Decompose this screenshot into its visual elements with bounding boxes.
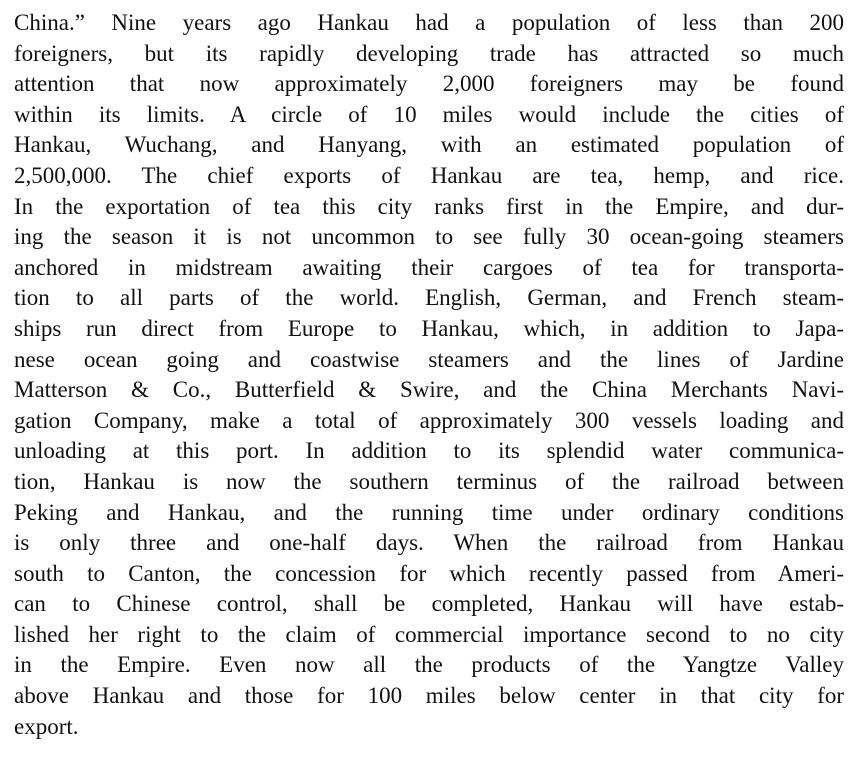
text-line: ing the season it is not uncommon to see fully 30 ocean-going steamers (14, 224, 844, 250)
text-line: is only three and one-half days. When the railroad from Hankau (14, 530, 844, 556)
text-line: gation Company, make a total of approximately 300 vessels loading and (14, 407, 844, 433)
text-line: unloading at this port. In addition to its splendid water communica- (14, 438, 844, 464)
text-line: China.” Nine years ago Hankau had a population of less than 200 (14, 10, 844, 35)
text-line: nese ocean going and coastwise steamers and the lines of Jardine (14, 346, 844, 372)
text-line: within its limits. A circle of 10 miles would include the cities of (14, 101, 844, 127)
text-line: above Hankau and those for 100 miles below center in that city for (14, 683, 844, 709)
text-line: anchored in midstream awaiting their cargoes of tea for transporta- (14, 254, 844, 280)
text-line: foreigners, but its rapidly developing trade has attracted so much (14, 40, 844, 66)
text-line: export. (14, 713, 79, 739)
text-line: tion to all parts of the world. English, German, and French steam- (14, 285, 844, 311)
text-line: ships run direct from Europe to Hankau, which, in addition to Japa- (14, 315, 844, 341)
text-line: attention that now approximately 2,000 foreigners may be found (14, 71, 844, 97)
text-line: in the Empire. Even now all the products of the Yangtze Valley (14, 652, 844, 678)
text-line: Hankau, Wuchang, and Hanyang, with an estimated population of (14, 132, 844, 158)
text-line: south to Canton, the concession for which recently passed from Ameri- (14, 560, 844, 586)
text-line: 2,500,000. The chief exports of Hankau are tea, hemp, and rice. (14, 162, 844, 188)
text-line: can to Chinese control, shall be completed, Hankau will have estab- (14, 591, 844, 617)
paragraph (14, 8, 844, 742)
text-line: Matterson & Co., Butterfield & Swire, and the China Merchants Navi- (14, 377, 844, 403)
text-line: lished her right to the claim of commercial importance second to no city (14, 621, 844, 647)
text-line: Peking and Hankau, and the running time under ordinary conditions (14, 499, 844, 525)
text-line: In the exportation of tea this city ranks first in the Empire, and dur- (14, 193, 844, 219)
text-line: tion, Hankau is now the southern terminus of the railroad between (14, 468, 844, 494)
